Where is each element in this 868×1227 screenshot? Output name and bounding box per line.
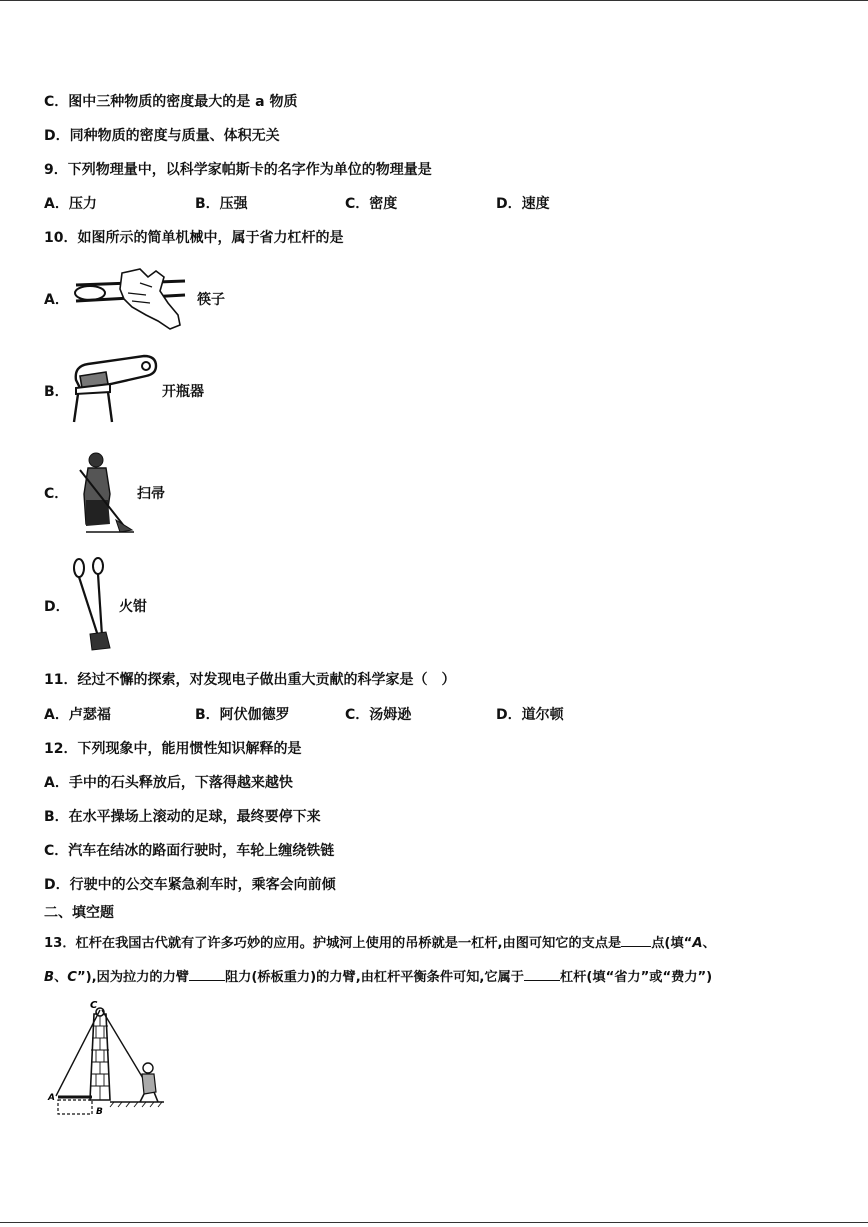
q11-option-b: B．阿伏伽德罗 bbox=[195, 707, 290, 723]
q13-text: 13．杠杆在我国古代就有了许多巧妙的应用。护城河上使用的吊桥就是一杠杆,由图可知它的支点是 bbox=[44, 936, 622, 951]
figure-label-c: C bbox=[90, 1000, 98, 1011]
q13-text: ”),因为拉力的力臂 bbox=[76, 970, 189, 985]
q10-option-d-caption: 火钳 bbox=[119, 599, 147, 615]
q13-line2 bbox=[44, 966, 712, 988]
q9-option-c: C．密度 bbox=[345, 196, 398, 212]
fire-tongs-icon bbox=[70, 556, 116, 652]
q13-text: 阻力(桥板重力)的力臂,由杠杆平衡条件可知,它属于 bbox=[224, 970, 524, 985]
q13-text: 杠杆(填“省力”或“费力”) bbox=[559, 970, 713, 985]
q9-stem: 9．下列物理量中，以科学家帕斯卡的名字作为单位的物理量是 bbox=[44, 162, 432, 178]
q12-option-b: B．在水平操场上滚动的足球，最终要停下来 bbox=[44, 809, 321, 825]
q9-option-d: D．速度 bbox=[496, 196, 550, 212]
q8-option-c: C．图中三种物质的密度最大的是 a 物质 bbox=[44, 94, 298, 110]
bottom-border bbox=[0, 1222, 868, 1223]
q13-line1 bbox=[44, 932, 716, 954]
q9-option-b: B．压强 bbox=[195, 196, 248, 212]
figure-label-a: A bbox=[48, 1093, 55, 1103]
q12-stem: 12．下列现象中，能用惯性知识解释的是 bbox=[44, 741, 302, 757]
broom-icon bbox=[72, 450, 136, 534]
q10-option-a-caption: 筷子 bbox=[197, 292, 225, 308]
q11-option-a: A．卢瑟福 bbox=[44, 707, 111, 723]
q10-option-a-letter: A． bbox=[44, 292, 69, 308]
q8-option-d: D．同种物质的密度与质量、体积无关 bbox=[44, 128, 280, 144]
q13-text: B bbox=[44, 970, 55, 985]
top-border bbox=[0, 0, 868, 1]
q10-option-b-caption: 开瓶器 bbox=[162, 384, 204, 400]
figure-label-b: B bbox=[96, 1107, 103, 1117]
q13-text: A bbox=[692, 936, 703, 951]
q9-option-a: A．压力 bbox=[44, 196, 97, 212]
q13-blank-2[interactable] bbox=[189, 966, 225, 981]
q12-option-c: C．汽车在结冰的路面行驶时，车轮上缠绕铁链 bbox=[44, 843, 335, 859]
q11-option-d: D．道尔顿 bbox=[496, 707, 564, 723]
q12-option-d: D．行驶中的公交车紧急刹车时，乘客会向前倾 bbox=[44, 877, 336, 893]
q11-stem: 11．经过不懈的探索，对发现电子做出重大贡献的科学家是（ ） bbox=[44, 672, 456, 688]
q13-text: 、 bbox=[702, 936, 716, 951]
q12-option-a: A．手中的石头释放后，下落得越来越快 bbox=[44, 775, 293, 791]
q13-text: 、 bbox=[54, 970, 68, 985]
q10-stem: 10．如图所示的简单机械中，属于省力杠杆的是 bbox=[44, 230, 344, 246]
q10-option-c-caption: 扫帚 bbox=[137, 486, 165, 502]
q13-blank-3[interactable] bbox=[524, 966, 560, 981]
section-title: 二、填空题 bbox=[44, 905, 114, 921]
q10-option-b-letter: B． bbox=[44, 384, 69, 400]
bottle-opener-icon bbox=[68, 352, 160, 424]
chopsticks-icon bbox=[70, 263, 190, 333]
q10-option-c-letter: C． bbox=[44, 486, 69, 502]
q13-text: C bbox=[67, 970, 77, 985]
q11-option-c: C．汤姆逊 bbox=[345, 707, 412, 723]
q13-text: 点(填“ bbox=[651, 936, 693, 951]
drawbridge-diagram bbox=[44, 996, 170, 1122]
q10-option-d-letter: D． bbox=[44, 599, 70, 615]
q13-blank-1[interactable] bbox=[621, 932, 651, 947]
